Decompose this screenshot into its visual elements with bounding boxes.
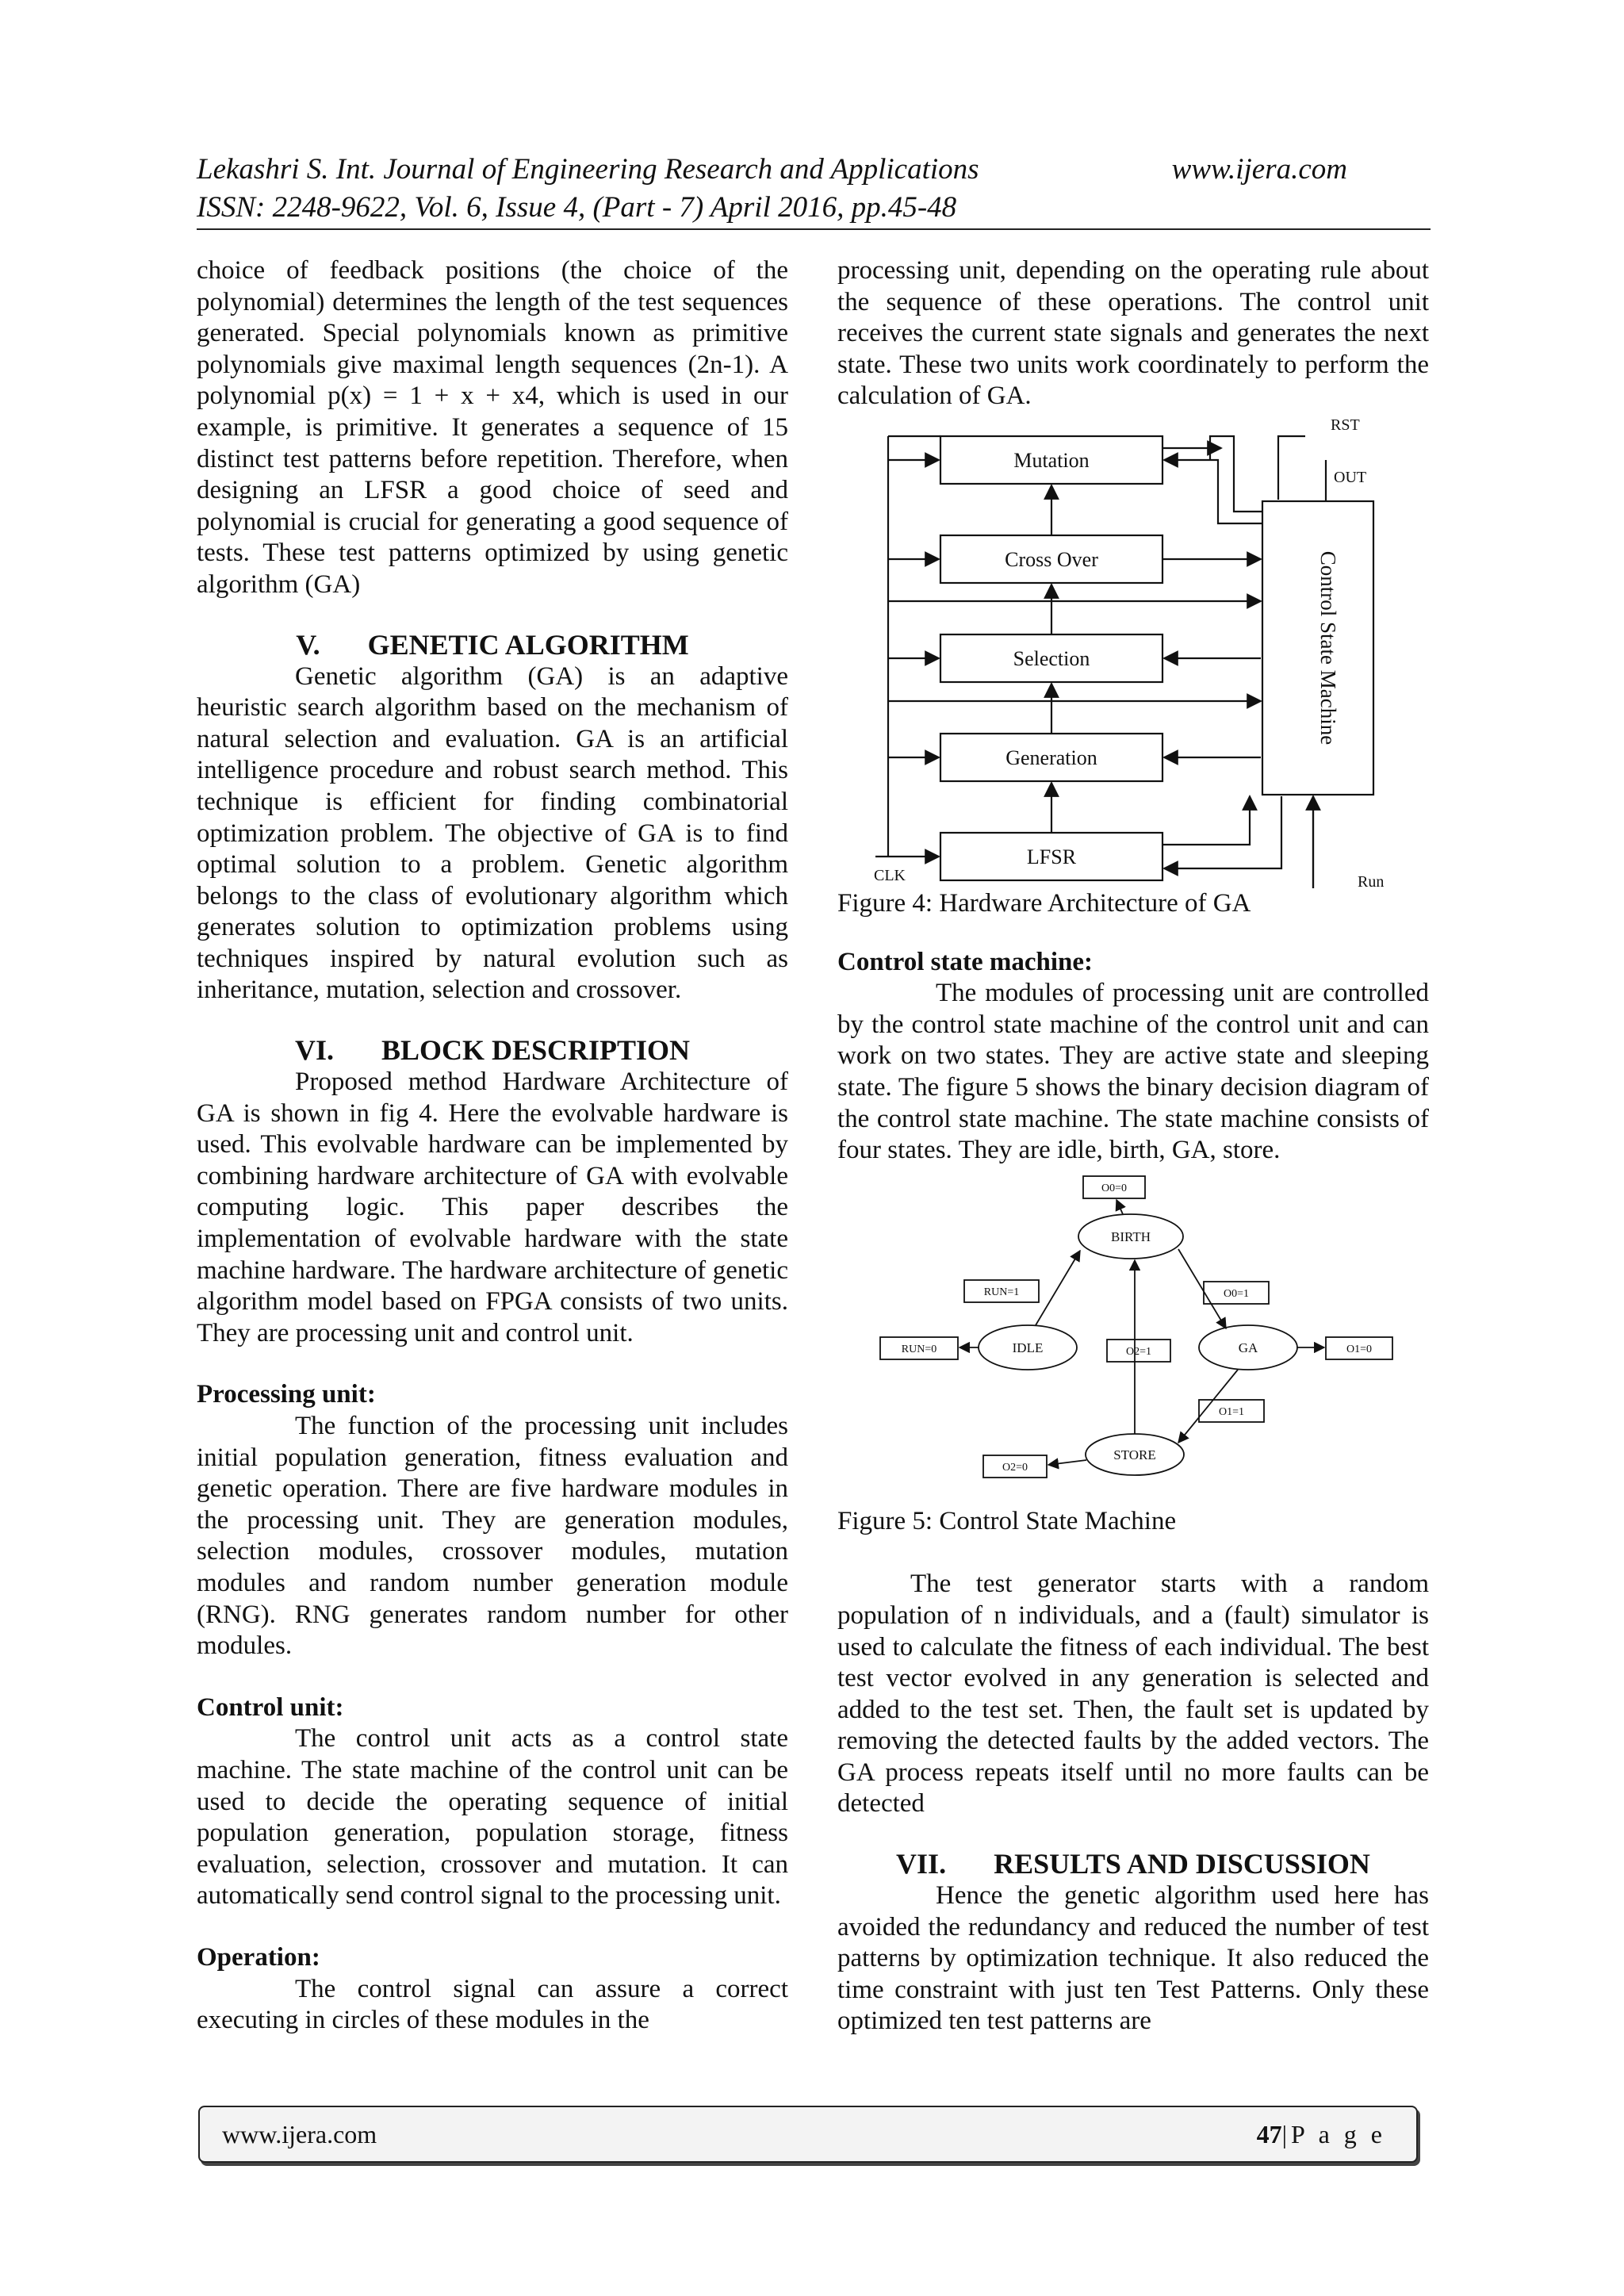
label-o2-1: O2=1 — [1125, 1345, 1152, 1358]
processing-unit-paragraph: The function of the processing unit includes initial population generation, fitness evaluation and genetic operation. There are five hardware modules in the processing unit. They are generation modules, selection modules, crossover modules, mutation modules and random number generation module (RNG). RNG generates random number for other modules. — [197, 1412, 788, 1661]
label-o0-1: O0=1 — [1223, 1287, 1250, 1300]
section-6-heading — [197, 1033, 788, 1067]
block-crossover-label: Cross Over — [1005, 547, 1098, 571]
control-unit-paragraph: The control unit acts as a control state machine. The state machine of the control unit can be used to decide the operating sequence of initial population generation, population storage, fitness evaluation, selection, crossover and mutation. It can automatically send control signal to the processing unit. — [197, 1724, 788, 1911]
section-5-title: GENETIC ALGORITHM — [367, 628, 689, 661]
csm-label: Control State Machine — [1316, 550, 1340, 746]
section-6-paragraph: Proposed method Hardware Architecture of GA is shown in fig 4. Here the evolvable hardware is used. This evolvable hardware can be implemented by combining hardware architecture of GA with evolvable computing logic. This paper describes the implementation of evolvable hardware with the state machine hardware. The hardware architecture of genetic algorithm model based on FPGA consists of two units. They are processing unit and control unit. — [197, 1068, 788, 1347]
label-o2-0: O2=0 — [1002, 1461, 1028, 1474]
section-5-heading — [197, 628, 788, 661]
state-idle-label: IDLE — [1012, 1340, 1044, 1355]
processing-unit-heading: Processing unit: — [197, 1380, 376, 1409]
header-website[interactable]: www.ijera.com — [1171, 153, 1347, 186]
left-column — [197, 255, 788, 2037]
block-selection-label: Selection — [1013, 646, 1090, 670]
page-number — [1257, 2120, 1386, 2149]
intro-paragraph: choice of feedback positions (the choice of the polynomial) determines the length of the test sequences generated. Special polynomials known as primitive polynomials give maximal length sequences (2n-1). A polynomial p(x) = 1 + x + x4, which is used in our example, is primitive. It generates a sequence of 15 distinct test patterns before repetition. Therefore, when designing an LFSR a good choice of seed and polynomial is crucial for generating a good sequence of tests. These test patterns optimized by using genetic algorithm (GA) — [197, 256, 788, 599]
section-5-paragraph: Genetic algorithm (GA) is an adaptive heuristic search algorithm based on the mechanism of natural selection and evaluation. GA is an artificial intelligence procedure and robust search method. This technique is efficient for finding combinatorial optimization problem. The objective of GA is to find optimal solution to a problem. Genetic algorithm belongs to the class of evolutionary algorithm which generates solution to optimization problems using techniques inspired by natural evolution such as inheritance, mutation, selection and crossover. — [197, 661, 788, 1005]
section-5-number: V. — [296, 628, 320, 661]
page-number-value: 47 — [1256, 2119, 1282, 2148]
section-7-number: VII. — [896, 1848, 947, 1880]
operation-heading: Operation: — [197, 1942, 320, 1972]
section-7-title: RESULTS AND DISCUSSION — [994, 1848, 1370, 1880]
run-label: Run — [1358, 872, 1385, 888]
section-6-title: BLOCK DESCRIPTION — [381, 1034, 691, 1067]
issn-line: ISSN: 2248-9622, Vol. 6, Issue 4, (Part - 7) April 2016, pp.45-48 — [197, 191, 957, 224]
label-o0-0: O0=0 — [1101, 1182, 1128, 1194]
csm-heading: Control state machine: — [837, 947, 1094, 976]
test-generator-paragraph: The test generator starts with a random population of n individuals, and a (fault) simulator is used to calculate the fitness of each individual. The best test vector evolved in any generation is selected and added to the test set. Then, the fault set is updated by removing the detected faults by the added vectors. The GA process repeats itself until no more faults can be detected — [837, 1570, 1429, 1819]
csm-paragraph: The modules of processing unit are controlled by the control state machine of the control unit and can work on two states. They are active state and sleeping state. The figure 5 shows the binary decision diagram of the control state machine. The state machine consists of four states. They are idle, birth, GA, store. — [837, 979, 1429, 1165]
section-7-paragraph: Hence the genetic algorithm used here has avoided the redundancy and reduced the number of test patterns by optimization technique. It also reduced the time constraint with just ten Test Patterns. Only these optimized ten test patterns are — [837, 1881, 1429, 2036]
figure-5-caption: Figure 5: Control State Machine — [837, 1506, 1177, 1535]
page-footer — [198, 2106, 1418, 2163]
rst-label: RST — [1331, 416, 1360, 434]
figure-5-diagram — [837, 1173, 1429, 1506]
figure-4-diagram — [837, 412, 1429, 888]
control-unit-heading: Control unit: — [197, 1692, 344, 1722]
label-o1-0: O1=0 — [1346, 1343, 1373, 1355]
clk-label: CLK — [874, 866, 906, 884]
block-mutation-label: Mutation — [1013, 448, 1090, 472]
out-label: OUT — [1334, 468, 1367, 486]
figure-4-caption: Figure 4: Hardware Architecture of GA — [837, 888, 1251, 918]
running-header — [197, 151, 1431, 227]
block-generation-label: Generation — [1005, 746, 1097, 769]
continuation-paragraph: processing unit, depending on the operating rule about the sequence of these operations. The control unit receives the current state signals and generates the next state. These two units work coordinately to perform the calculation of GA. — [837, 256, 1429, 411]
label-run-0: RUN=0 — [901, 1343, 937, 1355]
section-7-heading — [837, 1847, 1429, 1880]
state-birth-label: BIRTH — [1111, 1228, 1151, 1244]
journal-line: Lekashri S. Int. Journal of Engineering Research and Applications — [197, 153, 979, 186]
label-run-1: RUN=1 — [983, 1286, 1020, 1298]
operation-paragraph: The control signal can assure a correct executing in circles of these modules in the — [197, 1974, 788, 2035]
page-word: |P a g e — [1281, 2119, 1386, 2148]
state-store-label: STORE — [1113, 1447, 1156, 1462]
right-column — [837, 255, 1429, 2037]
block-lfsr-label: LFSR — [1026, 845, 1077, 868]
section-6-number: VI. — [294, 1034, 334, 1067]
label-o1-1: O1=1 — [1218, 1405, 1245, 1418]
footer-website[interactable]: www.ijera.com — [222, 2119, 377, 2148]
header-divider — [197, 228, 1431, 230]
state-ga-label: GA — [1238, 1340, 1258, 1355]
